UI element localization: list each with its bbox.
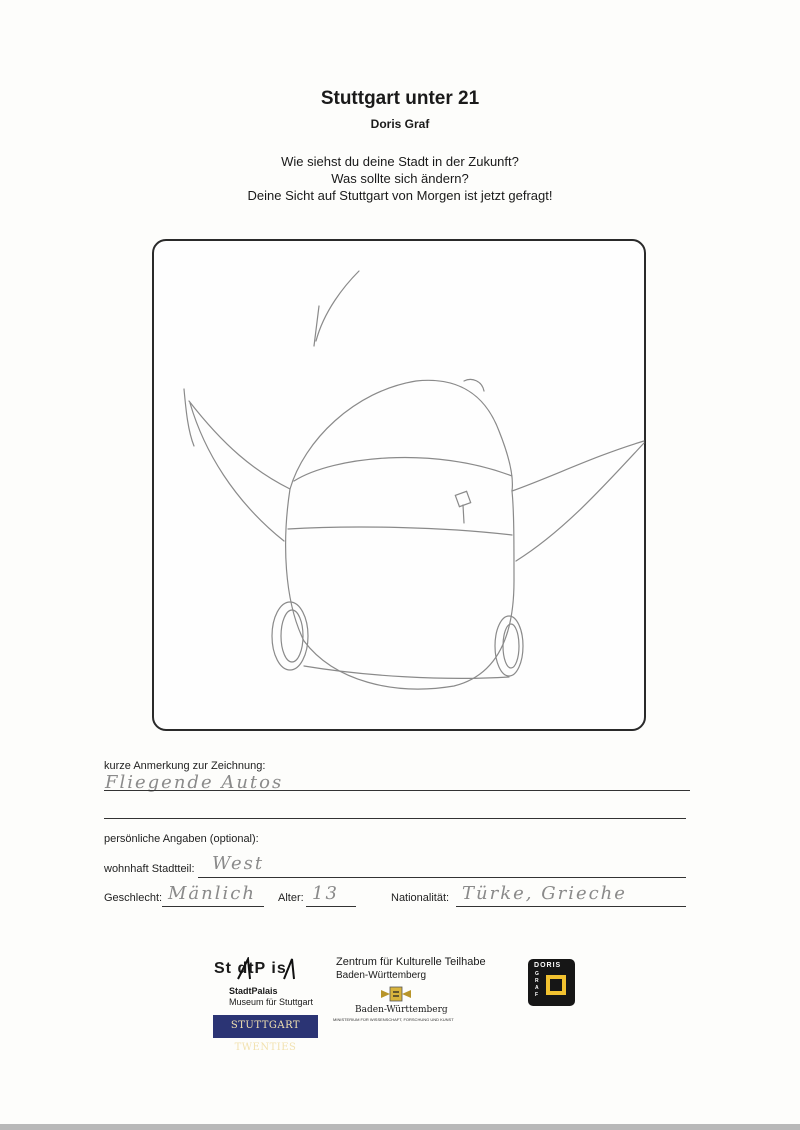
graf-letter-a: A	[535, 985, 539, 991]
gender-label: Geschlecht:	[104, 892, 163, 904]
district-label: wohnhaft Stadtteil:	[104, 863, 195, 875]
stadtpalais-subtitle: Museum für Stuttgart	[229, 997, 314, 1007]
comment-label: kurze Anmerkung zur Zeichnung:	[104, 760, 266, 772]
graf-letter-g: G	[535, 971, 539, 977]
prompt-line-2: Was sollte sich ändern?	[331, 171, 469, 186]
zentrum-subtitle: Baden-Württemberg	[336, 970, 427, 981]
graf-letter-f: F	[535, 992, 539, 998]
doris-letter-o: O	[540, 962, 547, 969]
page-title: Stuttgart unter 21	[320, 88, 480, 109]
district-handwriting: West	[212, 853, 265, 874]
comment-line-1	[104, 790, 690, 791]
doris-letter-i: I	[552, 962, 556, 969]
stuttgart-twenties-logo: STUTTGART TWENTIES	[213, 1015, 318, 1038]
prompt-text	[0, 153, 800, 204]
comment-handwriting: Fliegende Autos	[105, 772, 284, 793]
nationality-handwriting: Türke, Grieche	[462, 883, 627, 904]
graf-letter-r: R	[535, 978, 539, 984]
prompt-line-1: Wie siehst du deine Stadt in der Zukunft?	[281, 154, 519, 169]
doris-letter-s: S	[555, 962, 562, 969]
doris-letter-r: R	[546, 962, 553, 969]
stadtpalais-name: StadtPalais	[229, 986, 278, 996]
gender-handwriting: Mänlich	[168, 883, 256, 904]
personal-heading: persönliche Angaben (optional):	[104, 833, 259, 845]
stadtpalais-logo-icon	[236, 957, 314, 981]
drawing-area	[152, 239, 646, 731]
prompt-line-3: Deine Sicht auf Stuttgart von Morgen ist jetzt gefragt!	[247, 188, 553, 203]
zentrum-title: Zentrum für Kulturelle Teilhabe	[336, 956, 486, 968]
bw-name: Baden-Württemberg	[355, 1005, 448, 1015]
gender-line	[162, 906, 264, 907]
doris-square-icon	[546, 975, 566, 995]
doris-letter-d: D	[534, 962, 541, 969]
nationality-label: Nationalität:	[391, 892, 450, 904]
age-line	[306, 906, 356, 907]
stadtpalais-logo: St dtP is	[214, 960, 287, 977]
bw-coat-of-arms-icon	[379, 984, 413, 1004]
scan-edge	[0, 1124, 800, 1130]
doris-graf-logo	[528, 959, 575, 1006]
bw-ministry: MINISTERIUM FÜR WISSENSCHAFT, FORSCHUNG UND KUNST	[333, 1017, 454, 1022]
author-name: Doris Graf	[370, 117, 430, 131]
age-label: Alter:	[278, 892, 304, 904]
nationality-line	[456, 906, 686, 907]
comment-line-2	[104, 818, 686, 819]
district-line	[198, 877, 686, 878]
pencil-sketch-icon	[154, 241, 648, 733]
age-handwriting: 13	[312, 883, 339, 904]
